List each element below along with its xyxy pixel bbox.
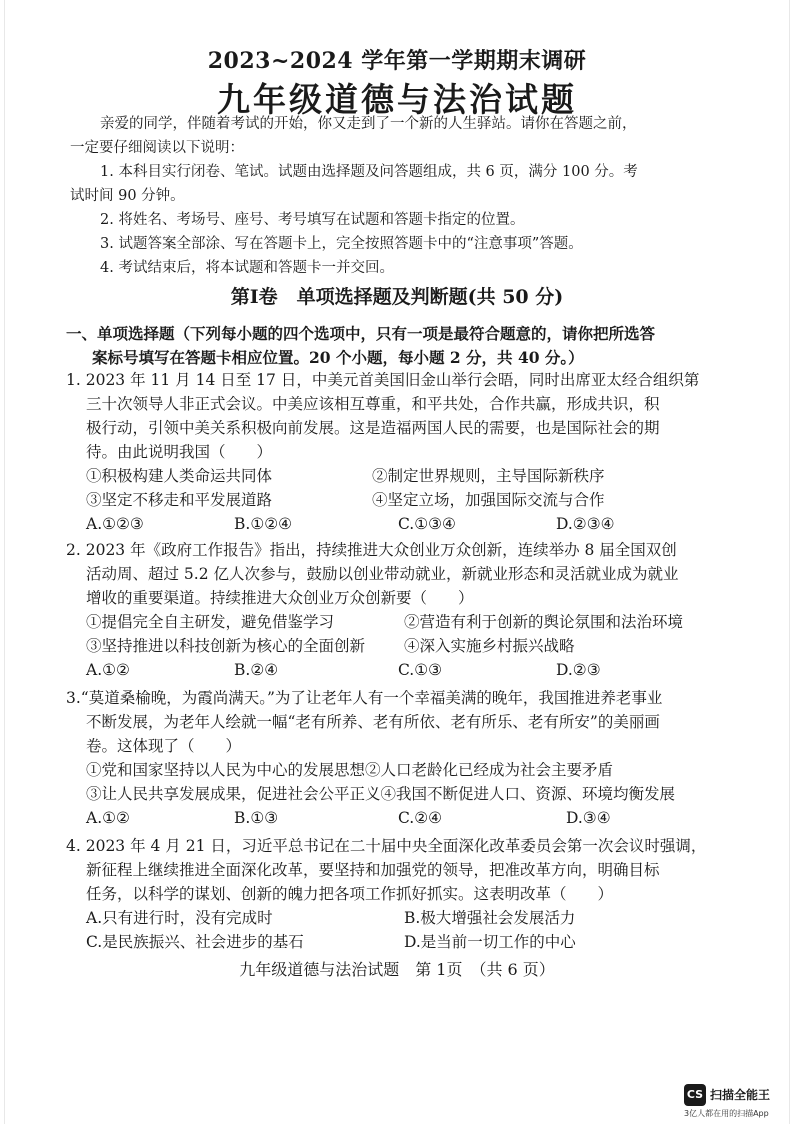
intro-line: 1. 本科目实行闭卷、笔试。试题由选择题及问答题组成，共 6 页，满分 100 分。考 (100, 164, 638, 180)
option-d: D.②③④ (556, 515, 615, 533)
intro-line: 4. 考试结束后，将本试题和答题卡一并交回。 (100, 260, 394, 276)
exam-term-title: 2023~2024 学年第一学期期末调研 (207, 48, 587, 74)
question-stem-line: 待。由此说明我国（ ） (86, 443, 273, 461)
scan-edge-right (789, 0, 790, 1124)
statement: ①党和国家坚持以人民为中心的发展思想②人口老龄化已经成为社会主要矛盾 (86, 761, 614, 779)
watermark-tagline: 3亿人都在用的扫描App (684, 1109, 769, 1118)
option-c: C.①③④ (398, 515, 456, 533)
option-b: B.②④ (234, 661, 279, 679)
statement: ①积极构建人类命运共同体 (86, 467, 273, 485)
page-footer: 九年级道德与法治试题 第 1页 （共 6 页） (239, 960, 555, 979)
question-stem-line: 增收的重要渠道。持续推进大众创业万众创新要（ ） (86, 589, 474, 607)
option-a: A.①② (86, 661, 130, 679)
question-stem-line: 2. 2023 年《政府工作报告》指出，持续推进大众创业万众创新，连续举办 8 届全国双创 (66, 541, 677, 559)
intro-line: 一定要仔细阅读以下说明： (70, 140, 244, 156)
option-a: A.①② (86, 809, 130, 827)
option-d: D.②③ (556, 661, 601, 679)
intro-line: 试时间 90 分钟。 (70, 188, 185, 204)
option-d: D.③④ (566, 809, 611, 827)
question-stem-line: 活动周、超过 5.2 亿人次参与，鼓励以创业带动就业，新就业形态和灵活就业成为就业 (86, 565, 679, 583)
scan-edge-left (4, 0, 5, 1124)
option-d: D.是当前一切工作的中心 (404, 933, 576, 951)
statement: ③让人民共享发展成果，促进社会公平正义④我国不断促进人口、资源、环境均衡发展 (86, 785, 676, 803)
option-a: A.只有进行时，没有完成时 (86, 909, 273, 927)
section-instruction: 一、单项选择题（下列每小题的四个选项中，只有一项是最符合题意的，请你把所选答 (66, 324, 656, 343)
question-stem-line: 三十次领导人非正式会议。中美应该相互尊重，和平共处，合作共赢，形成共识，积 (86, 395, 660, 413)
statement: ②制定世界规则，主导国际新秩序 (372, 467, 605, 485)
question-stem-line: 极行动，引领中美关系积极向前发展。这是造福两国人民的需要，也是国际社会的期 (86, 419, 660, 437)
statement: ①提倡完全自主研发，避免借鉴学习 (86, 613, 335, 631)
option-b: B.①②④ (234, 515, 293, 533)
question-stem-line: 任务，以科学的谋划、创新的魄力把各项工作抓好抓实。这表明改革（ ） (86, 885, 614, 903)
question-stem-line: 不断发展，为老年人绘就一幅“老有所养、老有所依、老有所乐、老有所安”的美丽画 (86, 713, 660, 731)
question-stem-line: 1. 2023 年 11 月 14 日至 17 日，中美元首美国旧金山举行会晤，同时出席亚太经合组织第 (66, 371, 700, 389)
statement: ③坚持推进以科技创新为核心的全面创新 (86, 637, 366, 655)
scanner-watermark (684, 1084, 794, 1118)
question-stem-line: 4. 2023 年 4 月 21 日，习近平总书记在二十届中央全面深化改革委员会第一次会议时强调， (66, 837, 707, 855)
option-c: C.①③ (398, 661, 443, 679)
exam-subject-title: 九年级道德与法治试题 (217, 80, 577, 119)
intro-line: 亲爱的同学，伴随着考试的开始，你又走到了一个新的人生驿站。请你在答题之前， (100, 116, 637, 132)
section-title: 第Ⅰ卷 单项选择题及判断题(共 50 分) (230, 286, 564, 308)
statement: ④坚定立场，加强国际交流与合作 (372, 491, 605, 509)
option-c: C.是民族振兴、社会进步的基石 (86, 933, 304, 951)
option-b: B.极大增强社会发展活力 (404, 909, 576, 927)
question-stem-line: 卷。这体现了（ ） (86, 737, 242, 755)
option-b: B.①③ (234, 809, 279, 827)
watermark-name: 扫描全能王 (710, 1088, 771, 1102)
question-stem-line: 3.“莫道桑榆晚，为霞尚满天。”为了让老年人有一个幸福美满的晚年，我国推进养老事业 (66, 689, 663, 707)
statement: ②营造有利于创新的舆论氛围和法治环境 (404, 613, 684, 631)
statement: ③坚定不移走和平发展道路 (86, 491, 273, 509)
question-stem-line: 新征程上继续推进全面深化改革，要坚持和加强党的领导，把准改革方向，明确目标 (86, 861, 660, 879)
option-c: C.②④ (398, 809, 443, 827)
intro-line: 3. 试题答案全部涂、写在答题卡上，完全按照答题卡中的“注意事项”答题。 (100, 236, 583, 252)
intro-line: 2. 将姓名、考场号、座号、考号填写在试题和答题卡指定的位置。 (100, 212, 525, 228)
section-instruction: 案标号填写在答题卡相应位置。20 个小题，每小题 2 分，共 40 分。） (92, 348, 584, 367)
statement: ④深入实施乡村振兴战略 (404, 637, 575, 655)
camscanner-logo-icon: CS (684, 1084, 706, 1106)
option-a: A.①②③ (86, 515, 144, 533)
